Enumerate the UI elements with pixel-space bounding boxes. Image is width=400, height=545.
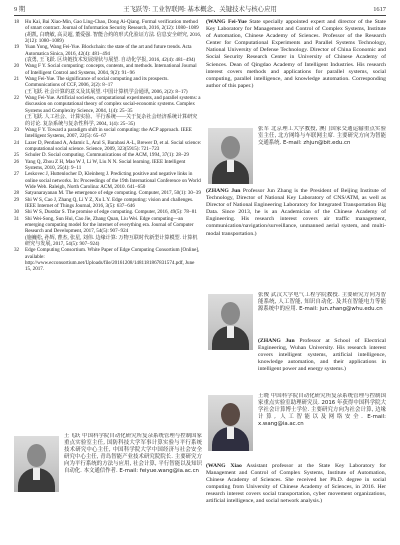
reference-text: Yang Q, Zhou Z H, Mao W J, Li W, Liu N N. Social learning. IEEE Intelligent Systems, 2010, 25(4): 9−11 — [25, 158, 186, 171]
bio-wang-xiao — [206, 393, 386, 539]
reference-item — [14, 63, 202, 76]
bio-name-en: (ZHANG Jun — [258, 338, 295, 344]
bio-text-en: Professor Jun Zhang is the President of Beijing Institute of Technology, Director of National Key Laboratory of CNS/ATM, as well as Director of National Engineering Laboratory for Integrated Transportation Big Data. Since 2013, he is an Academician of the Chinese Academy of Engineering. His research interest covers air traffic management, communication/navigation/surveillance, unmanned aerial system, and multi-modal transportation.) — [206, 188, 386, 237]
reference-text: Shi W S, Dustdar S. The promise of edge computing. Computer, 2016, 49(5): 78−81 — [25, 209, 197, 216]
running-title: 王飞跃等: 工业智联网: 基本概念、关键技术与核心应用 — [123, 6, 277, 13]
reference-item — [14, 76, 202, 89]
reference-text: Wang F Y. Toward a paradigm shift in social computing: the ACP approach. IEEE Intelligent Systems, 2007, 22(5): 65−67 — [25, 126, 192, 140]
reference-number: 22 — [14, 95, 20, 102]
author-photo-zhang-jun-whu — [208, 294, 253, 350]
reference-item — [14, 247, 202, 272]
reference-text: (王飞跃. 社会计算的意义及其展望. 中国计算机学会通讯, 2006, 2(2): 8−17) — [25, 88, 188, 95]
reference-number — [14, 235, 25, 248]
reference-number — [14, 32, 25, 45]
reference-text: (胡凯, 白晓敏, 高灵超, 董爱强. 智能合约的形式化验证方法. 信息安全研究, 2016, 2(12): 1080−1089) — [25, 31, 202, 45]
reference-number: 31 — [14, 215, 20, 222]
reference-text: Wang Fei-Yue. The significance of social computing and its prospects. Communications of CCF, 2006, 2(2): 8−17 — [25, 76, 169, 89]
reference-number: 18 — [14, 19, 20, 25]
reference-item — [14, 32, 202, 45]
reference-text: Yuan Yong, Wang Fei-Yue. Blockchain: the state of the art and future trends. Acta Automatica Sinica, 2016, 42(4): 481−494 — [25, 44, 192, 57]
reference-item — [14, 114, 202, 127]
reference-number: 26 — [14, 158, 20, 165]
header-rule — [14, 15, 386, 16]
reference-item — [14, 216, 202, 235]
running-header — [14, 4, 386, 15]
page-number: 1617 — [373, 6, 386, 13]
reference-number: 32 — [14, 247, 20, 254]
reference-text: Leskovec J, Huttenlocher D, Kleinberg J. Predicting positive and negative links in online social networks. In: Proceedings of the 19th International Conference on World Wide Web. Raleigh, North Carolina: ACM, 2010. 641−650 — [25, 171, 201, 190]
reference-item — [14, 19, 202, 32]
bio-zhang-jun — [206, 126, 386, 279]
reference-number: 27 — [14, 171, 20, 178]
bio-wang-feiyue-en — [206, 19, 386, 90]
author-photo-wang-xiao — [208, 395, 253, 451]
reference-item — [14, 140, 202, 153]
author-photo-zhang-jun — [208, 128, 253, 184]
reference-number: 21 — [14, 76, 20, 83]
reference-number: 25 — [14, 152, 20, 159]
reference-item — [14, 95, 202, 114]
bio-text-zh: 张俊 武汉大学电气工程学院教授. 主要研究方向为智能系统, 人工智能, 知识自动化. 及其在智能电力等能源系统中的应用. E-mail: jun.zhang@whu.edu.cn — [258, 292, 386, 313]
reference-text: Wang Fei-Yue. Artificial societies, computational experiments, and parallel systems: a discussion on computational theory of complex social-economic systems. Complex Systems and Complexity Science, 2004, 1(4): 25−35 — [25, 95, 201, 114]
reference-list — [14, 19, 202, 419]
reference-item — [14, 127, 202, 140]
reference-text: (袁勇, 王飞跃. 区块链技术发展现状与展望. 自动化学报, 2016, 42(4): 481−494) — [25, 57, 196, 64]
reference-number: 23 — [14, 126, 20, 133]
bio-text-en: Professor at School of Electrical Engineering, Wuhan University. His research interest covers intelligent systems, artificial intelligence, knowledge automation, and their applications in intelligent power and energy systems.) — [258, 338, 386, 373]
reference-text: Shi W S, Cao J, Zhang Q, Li Y Z, Xu L Y. Edge computing: vision and challenges. IEEE Internet of Things Journal, 2016, 3(5): 637−646 — [25, 196, 194, 209]
reference-text: Lazer D, Pentland A, Adamic L, Aral S, Barabasi A-L, Brewer D, et al. Social science: computational social science. Science, 2009, 323(5915): 721−723 — [25, 139, 202, 152]
reference-number: 28 — [14, 190, 20, 197]
reference-item — [14, 44, 202, 57]
reference-text: (王飞跃. 人工社会、计算实验、平行系统——关于复杂社会经济系统计算研究的讨论. 复杂系统与复杂性科学, 2004, 1(4): 25−35) — [25, 114, 198, 127]
author-photo-wang-feiyue — [14, 436, 59, 492]
reference-number — [14, 114, 25, 127]
reference-item — [14, 197, 202, 210]
reference-text: Hu Kai, Bai Xiao-Min, Gao Ling-Chao, Dong Ai-Qiang. Formal verification method of smart contract. Journal of Information Security Research, 2016, 2(12): 1080−1089 — [25, 19, 199, 32]
reference-item — [14, 159, 202, 172]
reference-text: Shi Wei-Song, Sun Hui, Cao Jie, Zhang Quan, Liu Wei. Edge computing—an emerging computing model for the internet of everything era. Journal of Computer Research and Development, 2017, 54(5): 907−924 — [25, 215, 194, 235]
reference-item — [14, 235, 202, 248]
reference-number: 20 — [14, 63, 20, 70]
issue-number: 9 期 — [14, 6, 26, 13]
bio-name-en: (ZHANG Jun — [206, 188, 241, 194]
bio-text-en: State specially appointed expert and director of the State Key Laboratory for Management and Control of Complex Systems, Institute of Automation, Chinese Academy of Sciences. Professor of the Research Center for Computational Experiments and Parallel Systems Technology, National University of Defense Technology. Director of China Economic and Social Security Research Center in University of Chinese Academy of Sciences. Dean of Qingdao Academy of Intelligent Industries. His research interest covers methods and applications for parallel systems, social computing, parallel intelligence, and knowledge automation. Corresponding author of this paper.) — [206, 19, 386, 89]
bio-wang-feiyue-zh — [14, 433, 202, 539]
reference-text: Satyanarayanan M. The emergence of edge computing. Computer, 2017, 50(1): 30−39 — [25, 190, 201, 197]
reference-text: Edge Computing Consortium. White Paper of Edge Computing Consortium [Online], available: http://www.ecconsortium.net/Uploads/file/20161208/1481181867831574.pdf, June 15, 2017. — [25, 247, 200, 273]
bio-text-en: Assistant professor at the State Key Laboratory for Management and Control of Complex Systems, Institute of Automation, Chinese Academy of Sciences. She received her Ph.D. degree in social computing from University of Chinese Academy of Sciences, in 2016. Her research interest covers social transportation, cyber movement organizations, artificial intelligence, and social network analysis.) — [206, 463, 386, 505]
reference-number: 19 — [14, 44, 20, 51]
bio-name-en: (WANG Fei-Yue — [206, 19, 247, 25]
bio-zhang-jun-whu — [206, 292, 386, 384]
reference-number: 30 — [14, 209, 20, 216]
reference-item — [14, 171, 202, 190]
reference-text: (施巍松, 孙辉, 曹杰, 张星, 刘伟. 边缘计算: 万物互联时代新型计算模型. 计算机研究与发展, 2017, 54(5): 907−924) — [25, 234, 198, 248]
reference-number: 29 — [14, 196, 20, 203]
bio-text-zh: 王飞跃 中国科学院自动化研究所复杂系统管理与控制国家重点实验室主任, 国防科技大学军事计算实验与平行系统技术研究中心主任, 中国科学院大学中国经济与社会安全研究中心主任, 青岛智能产业技术研究院院长. 主要研究方向为平行系统的方法与应用, 社会计算, 平行智能以及知识自动化. 本文通信作者. E-mail: feiyue.wang@ia.ac.cn — [64, 433, 202, 475]
bio-text-zh: 张军 北京理工大学教授, 澳门国家交通运输重点实验室主任, 北方网络与车联网主席. 主要研究方向为智能交通系统. E-mail: zhjun@bit.edu.cn — [258, 126, 386, 147]
bio-name-en: (WANG Xiao — [206, 463, 242, 469]
reference-text: Wang F Y. Social computing: concepts, contents, and methods. International Journal of Intelligent Control and Systems, 2004, 9(2): 91−96 — [25, 63, 197, 76]
reference-number: 24 — [14, 139, 20, 146]
bio-text-zh: 王晓 中国科学院自动化研究所复杂系统管理与控制国家重点实验室助理研究员. 2016 年获得中国科学院大学社会计算博士学位. 主要研究方向为社会计算, 边缘计算, 人工智能以及网络安全. E-mail: x.wang@ia.ac.cn — [258, 393, 386, 428]
reference-text: Schuler D. Social computing. Communications of the ACM, 1994, 37(1): 28−29 — [25, 152, 189, 159]
